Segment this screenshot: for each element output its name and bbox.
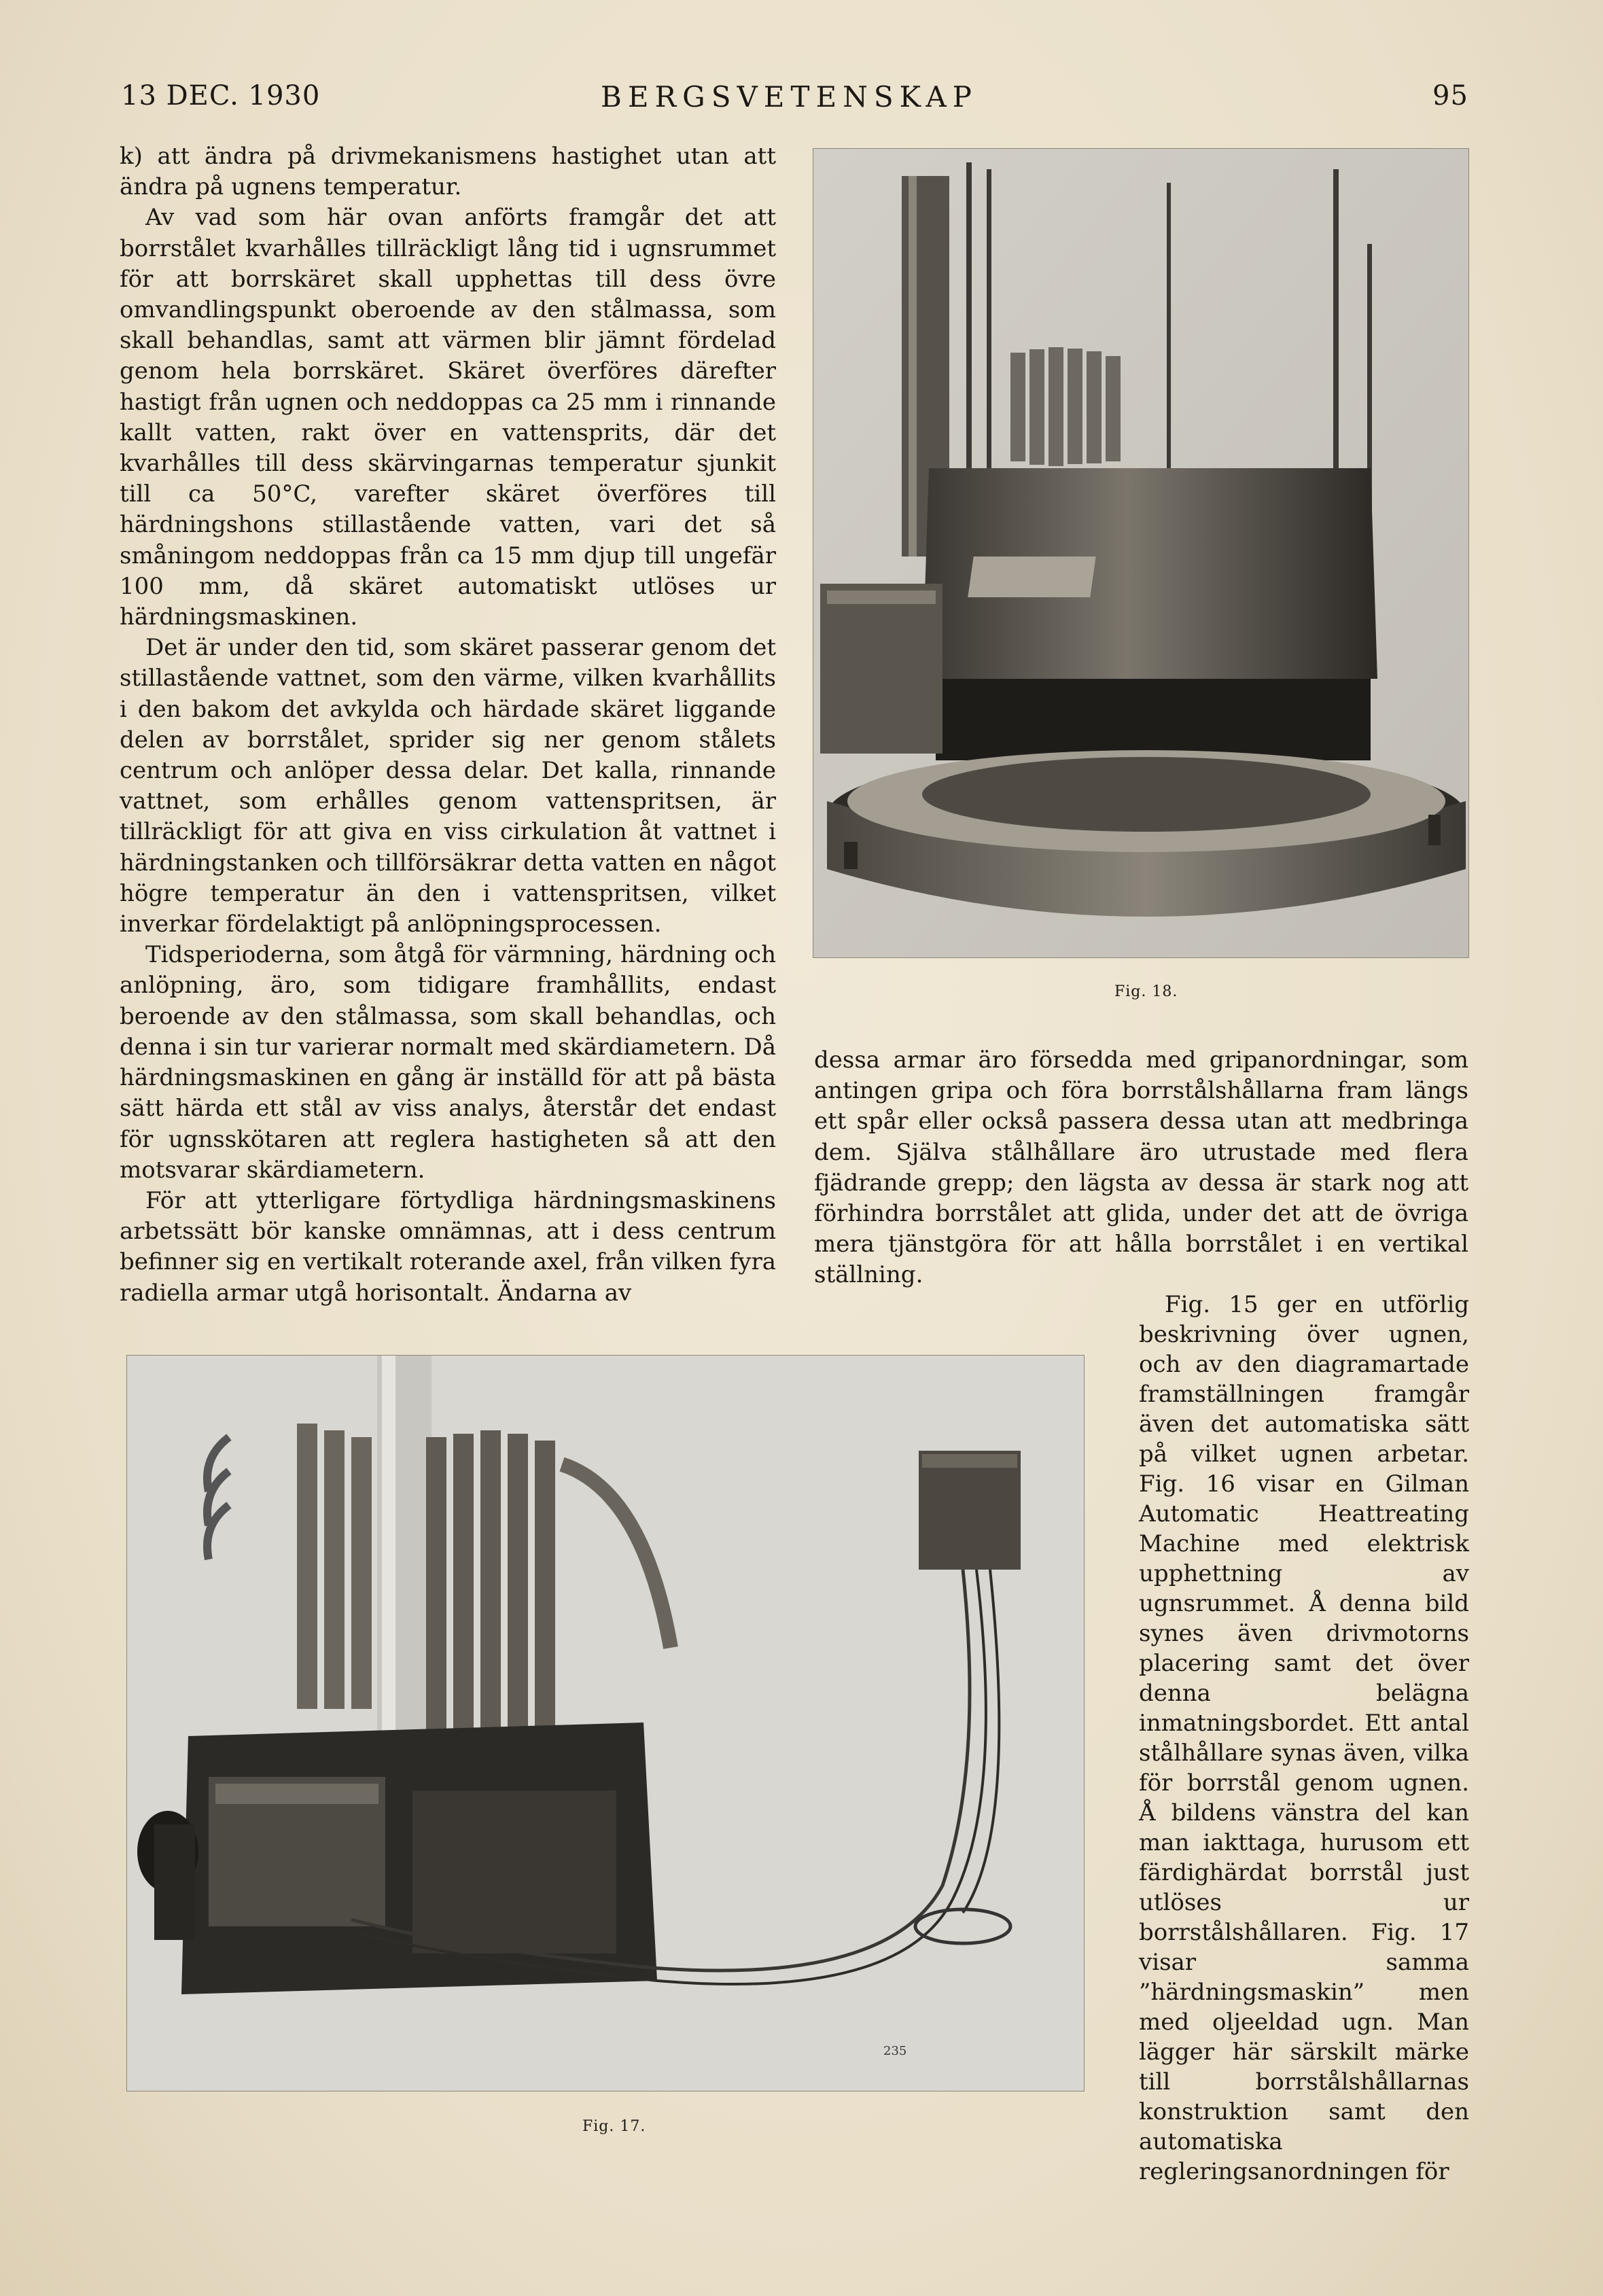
fig17-photograph xyxy=(126,1355,1085,2091)
machine-photo-illustration xyxy=(127,1356,1084,2091)
paragraph: Fig. 15 ger en utförlig beskrivning över ugnen, och av den diagramartade framställningen framgår även det automatiska sätt på vilket ugnen arbetar. Fig. 16 visar en Gilman Automatic Heattreating Machine med elektrisk upphettning av ugnsrummet. Å denna bild synes även drivmotorns placering samt det över denna belägna inmatningsbordet. Ett antal stålhållare synas även, vilka för borrstål genom ugnen. Å bildens vänstra del kan man iakttaga, hurusom ett färdighärdat borrstål just utlöses ur borrstålshållaren. Fig. 17 visar samma ”härdningsmaskin” men med oljeeldad ugn. Man lägger här särskilt märke till borrstålshållarnas konstruktion samt den automatiska regleringsanordningen för xyxy=(1139,1291,1469,2185)
journal-title: BERGSVETENSKAP xyxy=(601,80,978,113)
paragraph: Tidsperioderna, som åtgå för värmning, härdning och anlöpning, äro, som tidigare framhållits, endast beroende av den stålmassa, som skall behandlas, och denna i sin tur varierar normalt med skärdiametern. Då härdningsmaskinen en gång är inställd för att på bästa sätt härda ett stål av viss analys, återstår det endast för ugnsskötaren att reglera hastigheten så att den motsvarar skärdiametern. xyxy=(120,941,776,1184)
fig17-caption: Fig. 17. xyxy=(582,2118,646,2135)
paragraph: Av vad som här ovan anförts framgår det att borrstålet kvarhålles tillräckligt lång tid i ugnsrummet för att borrskäret skall upphettas till dess övre omvandlingspunkt oberoende av den stålmassa, som skall behandlas, samt att värmen blir jämnt fördelad genom hela borrskäret. Skäret överföres därefter hastigt från ugnen och neddoppas ca 25 mm i rinnande kallt vatten, rakt över en vattensprits, där det kvarhålles till dess skärvingarnas temperatur sjunkit till ca 50°C, varefter skäret överföres till härdningshons stillastående vatten, vari det så småningom neddoppas från ca 15 mm djup till ungefär 100 mm, då skäret automatiskt utlöses ur härdningsmaskinen. xyxy=(120,204,776,631)
paragraph: dessa armar äro försedda med gripanordningar, som antingen gripa och föra borrstålshållarna fram längs ett spår eller också passera dessa utan att medbringa dem. Själva stålhållare äro utrustade med flera fjädrande grepp; den lägsta av dessa är stark nog att förhindra borrstålet att glida, under det att de övriga mera tjänstgöra för att hålla borrstålet i en vertikal ställning. xyxy=(814,1046,1468,1289)
right-text-column xyxy=(814,1045,1468,1291)
fig18-caption: Fig. 18. xyxy=(1114,983,1178,1000)
page-number: 95 xyxy=(1432,80,1468,111)
left-text-column xyxy=(120,141,776,1309)
furnace-photo-illustration xyxy=(813,149,1468,957)
paragraph: För att ytterligare förtydliga härdningsmaskinens arbetssätt bör kanske omnämnas, att i dess centrum befinner sig en vertikalt roterande axel, från vilken fyra radiella armar utgå horisontalt. Ändarna av xyxy=(120,1186,776,1307)
paragraph: k) att ändra på drivmekanismens hastighet utan att ändra på ugnens temperatur. xyxy=(120,143,776,201)
fig17-plate-number: 235 xyxy=(883,2044,907,2058)
header-date: 13 DEC. 1930 xyxy=(121,80,321,111)
paragraph: Det är under den tid, som skäret passerar genom det stillastående vattnet, som den värme, vilken kvarhållits i den bakom det avkylda och härdade skäret liggande delen av borrstålet, sprider sig ner genom stålets centrum och anlöper dessa delar. Det kalla, rinnande vattnet, som erhålles genom vattenspritsen, är tillräckligt för att giva en viss cirkulation åt vattnet i härdningstanken och tillförsäkrar detta vatten en något högre temperatur än den i vattenspritsen, vilket inverkar fördelaktigt på anlöpningsprocessen. xyxy=(120,634,776,938)
fig18-photograph xyxy=(813,148,1469,958)
narrow-text-column xyxy=(1139,1290,1469,2187)
